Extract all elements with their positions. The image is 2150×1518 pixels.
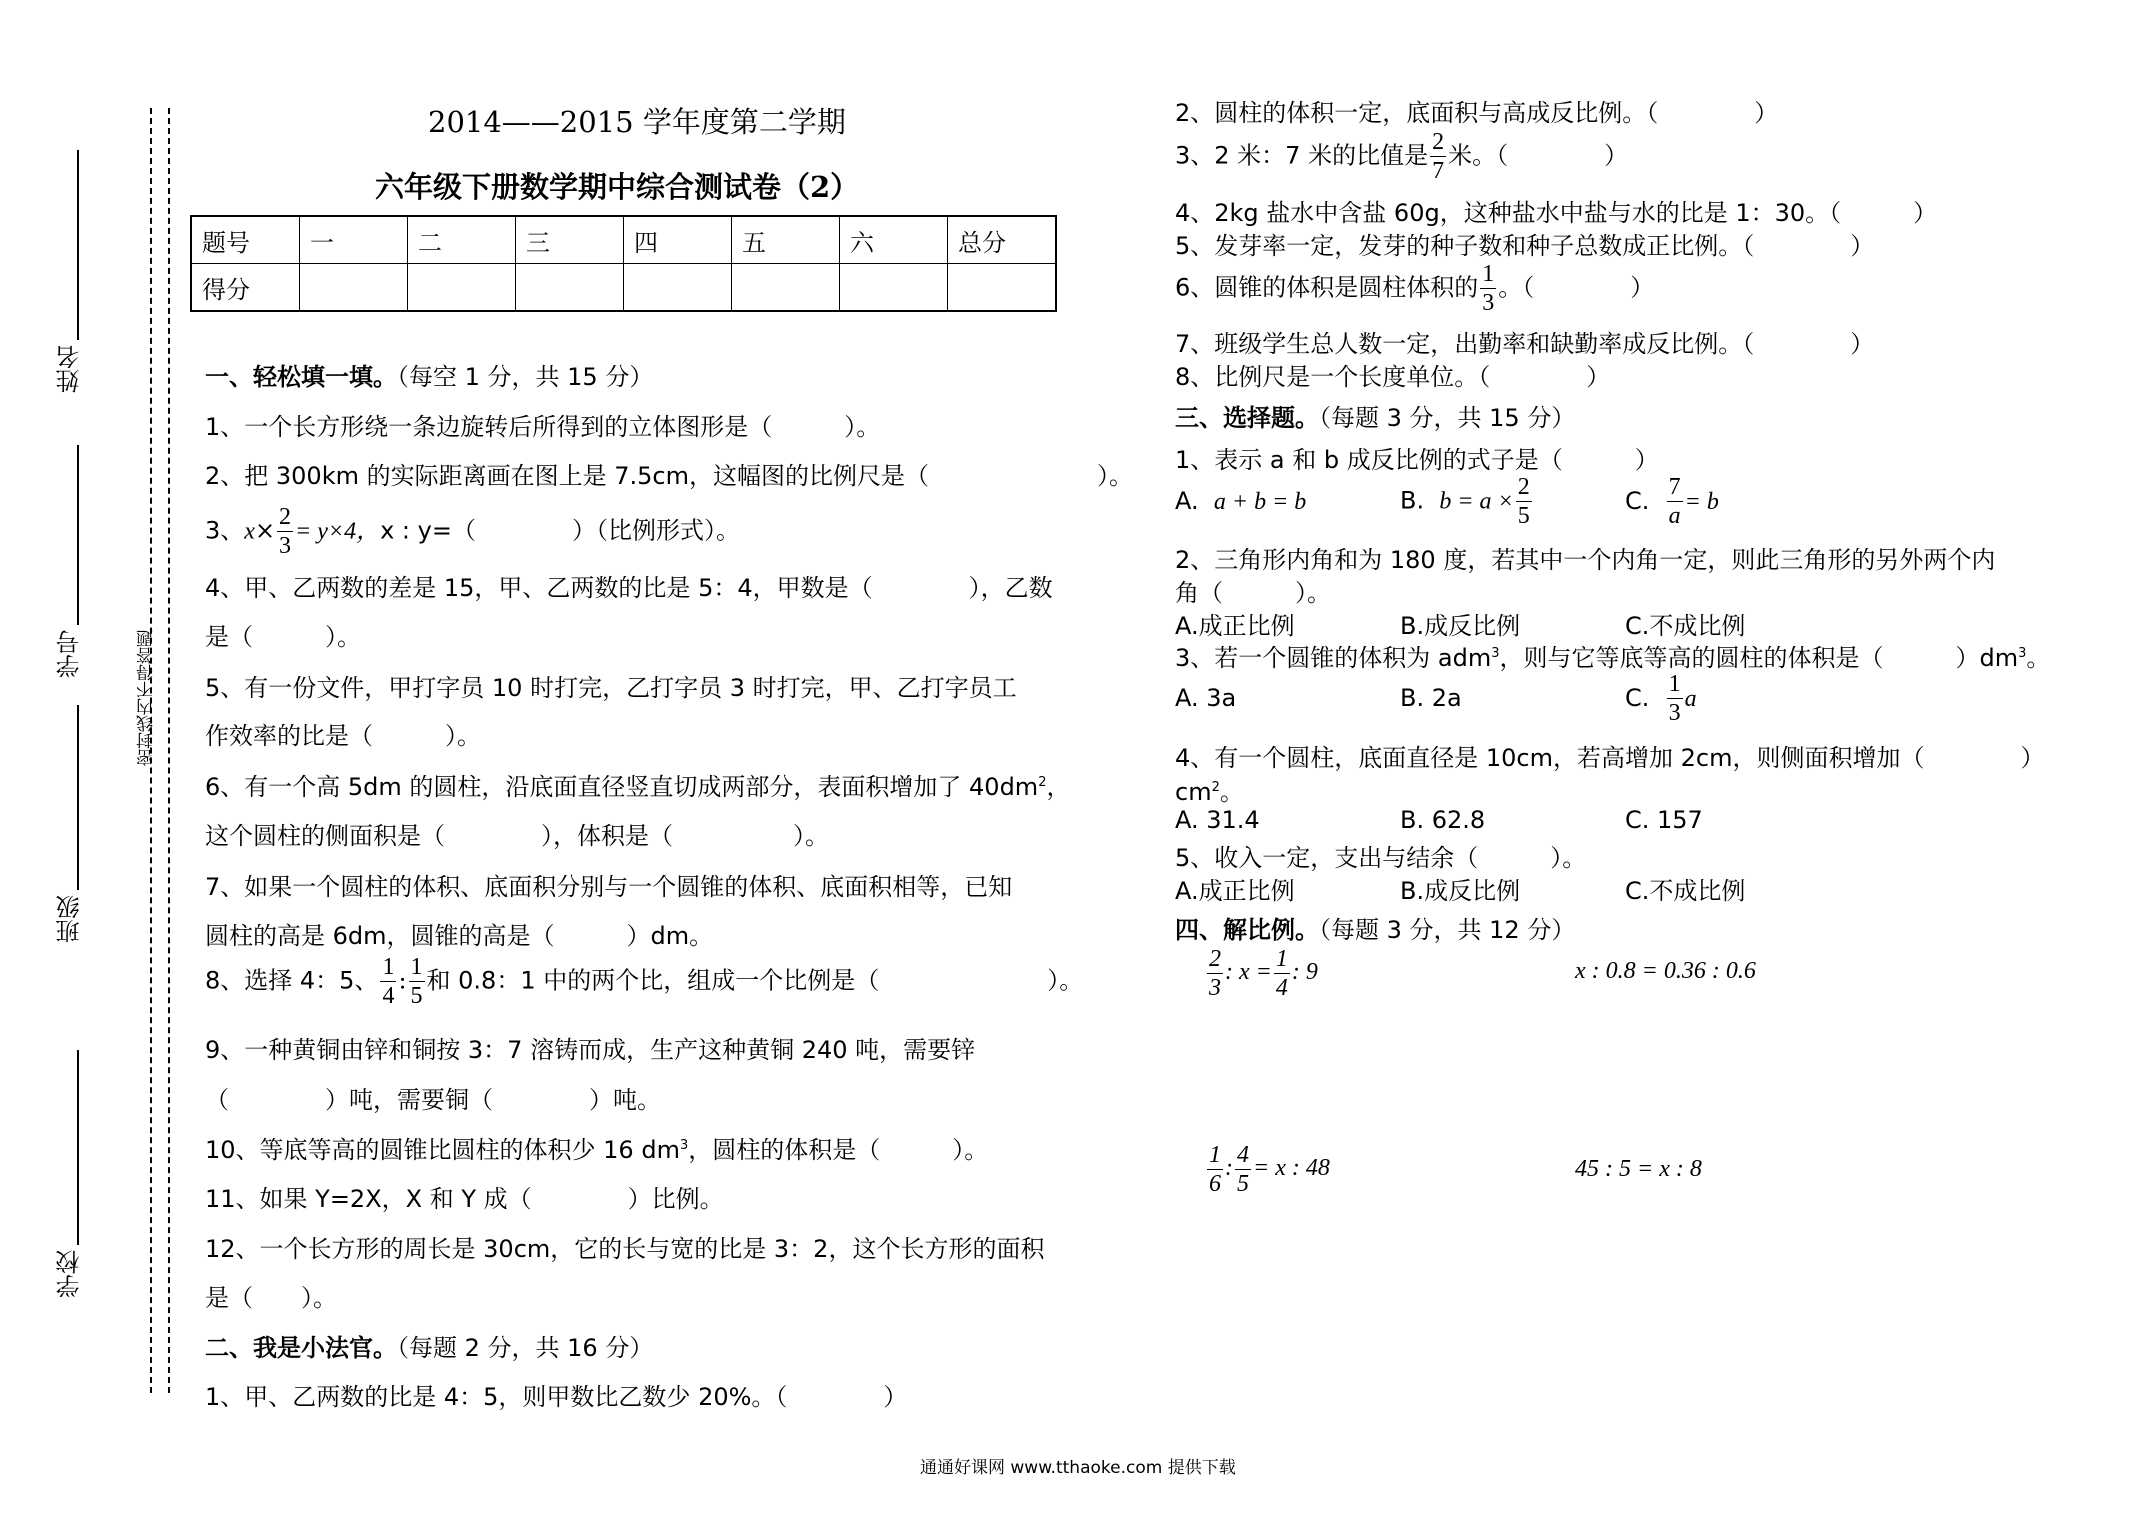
s1-q9-line1: 9、一种黄铜由锌和铜按 3：7 溶铸而成，生产这种黄铜 240 吨，需要锌 xyxy=(205,1036,976,1064)
s2-q6-prefix: 6、圆锥的体积是圆柱体积的 xyxy=(1175,273,1479,302)
name-line[interactable] xyxy=(77,150,79,340)
s1-q8 xyxy=(205,955,1083,1008)
s1-q11: 11、如果 Y=2X，X 和 Y 成（ ）比例。 xyxy=(205,1185,724,1213)
footer-source: 通通好课网 www.tthaoke.com 提供下载 xyxy=(920,1458,1236,1478)
s2-q2: 2、圆柱的体积一定，底面积与高成反比例。（ ） xyxy=(1175,99,1779,127)
s4-eq4: 45 : 5 = x : 8 xyxy=(1575,1156,1702,1182)
score-header-row xyxy=(191,216,1056,264)
s3-q1-options xyxy=(1175,475,1719,528)
denominator: 6 xyxy=(1209,1171,1221,1197)
section-4-heading xyxy=(1175,910,1575,945)
s3-q1-option-b[interactable] xyxy=(1400,475,1625,528)
score-input-cell[interactable] xyxy=(732,264,840,312)
s1-q7-line2: 圆柱的高是 6dm，圆锥的高是（ ）dm。 xyxy=(205,922,714,950)
s1-q6-sup: 2 xyxy=(1038,775,1047,790)
denominator: 3 xyxy=(1482,290,1495,316)
numerator: 1 xyxy=(1482,261,1495,287)
denominator: 5 xyxy=(1237,1171,1249,1197)
s3-q5-options xyxy=(1175,871,1745,906)
option-letter: A. xyxy=(1175,486,1199,515)
s1-q3 xyxy=(205,505,740,558)
score-input-cell[interactable] xyxy=(948,264,1057,312)
s1-q10-end: ，圆柱的体积是（ ）。 xyxy=(688,1136,989,1164)
numerator: 2 xyxy=(279,504,292,530)
s1-q1: 1、一个长方形绕一条边旋转后所得到的立体图形是（ ）。 xyxy=(205,413,881,441)
option-fraction xyxy=(1667,672,1683,725)
score-cell: 三 xyxy=(516,216,624,264)
s3-q2-options xyxy=(1175,606,1745,641)
s1-q9-line2: （ ）吨，需要铜（ ）吨。 xyxy=(205,1086,661,1114)
section-4-title: 四、解比例。 xyxy=(1175,916,1319,944)
denominator: 4 xyxy=(1275,975,1288,1001)
s1-q5-line1: 5、有一份文件，甲打字员 10 时打完，乙打字员 3 时打完，甲、乙打字员工 xyxy=(205,674,1017,702)
score-value-row xyxy=(191,264,1056,312)
score-cell: 题号 xyxy=(191,216,300,264)
s3-q3 xyxy=(1175,638,2050,673)
s3-q3-option-c[interactable] xyxy=(1625,671,1697,726)
option-expr: b = a × xyxy=(1439,488,1514,515)
score-label-cell: 得分 xyxy=(191,264,300,312)
denominator: 3 xyxy=(1209,975,1221,1001)
s1-q12-line1: 12、一个长方形的周长是 30cm，它的长与宽的比是 3：2，这个长方形的面积 xyxy=(205,1235,1045,1263)
s1-q10-sup: 3 xyxy=(679,1138,689,1153)
numerator: 1 xyxy=(1209,1142,1221,1168)
s1-q5-line2: 作效率的比是（ ）。 xyxy=(205,722,481,750)
numerator: 4 xyxy=(1237,1142,1249,1168)
s3-q4-option-a[interactable]: A. 31.4 xyxy=(1175,806,1260,834)
s4-eq1 xyxy=(1205,947,1318,1000)
s1-q3-post: x : y=（ ）（比例形式）。 xyxy=(380,516,740,545)
s1-q10-text: 10、等底等高的圆锥比圆柱的体积少 16 dm xyxy=(205,1136,680,1164)
s2-q4: 4、2kg 盐水中含盐 60g，这种盐水中盐与水的比是 1：30。（ ） xyxy=(1175,199,1938,227)
numerator: 1 xyxy=(1668,671,1681,697)
id-label: 学号 xyxy=(56,630,84,678)
s3-q3-text: 3、若一个圆锥的体积为 adm xyxy=(1175,644,1492,672)
section-2-heading xyxy=(205,1328,653,1363)
s1-q6-line1 xyxy=(205,767,1070,802)
s1-q3-mid: = y×4， xyxy=(295,518,381,545)
s3-q4-line2 xyxy=(1175,772,1244,807)
eq3-end: = x : 48 xyxy=(1253,1155,1330,1182)
s3-q1-option-c[interactable] xyxy=(1625,474,1719,529)
year-title: 2014——2015 学年度第二学期 xyxy=(428,105,846,139)
s3-q4-option-b[interactable]: B. 62.8 xyxy=(1400,806,1486,834)
s1-q8-frac1 xyxy=(380,955,396,1008)
score-input-cell[interactable] xyxy=(624,264,732,312)
s3-q2-line2: 角（ ）。 xyxy=(1175,579,1331,607)
section-3-title: 三、选择题。 xyxy=(1175,404,1319,432)
numerator: 1 xyxy=(382,954,395,980)
denominator: 3 xyxy=(279,533,292,559)
eq3-frac2 xyxy=(1235,1143,1251,1196)
s1-q2: 2、把 300km 的实际距离画在图上是 7.5cm，这幅图的比例尺是（ ）。 xyxy=(205,462,1133,490)
s3-q2-option-b[interactable]: B.成反比例 xyxy=(1400,612,1521,640)
s2-q1: 1、甲、乙两数的比是 4：5，则甲数比乙数少 20%。（ ） xyxy=(205,1383,908,1411)
s1-q4-line1: 4、甲、乙两数的差是 15，甲、乙两数的比是 5：4，甲数是（ ），乙数 xyxy=(205,574,1053,602)
section-3-note: （每题 3 分，共 15 分） xyxy=(1319,404,1576,432)
s3-q3-mid: ，则与它等底等高的圆柱的体积是（ ）dm xyxy=(1499,644,2019,672)
exam-title: 六年级下册数学期中综合测试卷（2） xyxy=(375,170,860,204)
s2-q3 xyxy=(1175,130,1628,183)
seal-line-right xyxy=(168,108,170,1393)
eq3-colon: : xyxy=(1225,1155,1233,1182)
option-letter: C. xyxy=(1625,683,1650,712)
score-cell: 五 xyxy=(732,216,840,264)
s3-q5-option-c[interactable]: C.不成比例 xyxy=(1625,877,1746,905)
s1-q7-line1: 7、如果一个圆柱的体积、底面积分别与一个圆锥的体积、底面积相等，已知 xyxy=(205,873,1013,901)
s3-q3-option-a[interactable]: A. 3a xyxy=(1175,683,1237,712)
s1-q8-prefix: 8、选择 4：5、 xyxy=(205,966,379,995)
id-line[interactable] xyxy=(77,445,79,625)
eq1-frac1 xyxy=(1207,947,1223,1000)
s2-q3-post: 米。（ ） xyxy=(1448,141,1629,170)
option-fraction xyxy=(1516,475,1532,528)
option-var: a xyxy=(1684,685,1697,712)
s1-q3-fraction xyxy=(277,505,293,558)
s2-q6-post: 。（ ） xyxy=(1498,273,1655,302)
s3-q4-options xyxy=(1175,806,1703,834)
s1-q3-times: × xyxy=(254,516,276,545)
score-cell: 二 xyxy=(408,216,516,264)
s1-q8-colon: : xyxy=(398,966,407,995)
numerator: 2 xyxy=(1517,474,1530,500)
eq1-end: : 9 xyxy=(1291,959,1318,986)
s2-q7: 7、班级学生总人数一定，出勤率和缺勤率成反比例。（ ） xyxy=(1175,330,1875,358)
numerator: 1 xyxy=(1275,946,1288,972)
denominator: 3 xyxy=(1668,700,1681,726)
s3-q4-line1: 4、有一个圆柱，底面直径是 10cm，若高增加 2cm，则侧面积增加（ ） xyxy=(1175,744,2045,772)
s4-eq3 xyxy=(1205,1143,1330,1196)
section-1-note: （每空 1 分，共 15 分） xyxy=(397,363,654,391)
score-cell: 四 xyxy=(624,216,732,264)
class-label: 班级 xyxy=(56,895,84,943)
s1-q10 xyxy=(205,1130,988,1165)
score-cell: 六 xyxy=(840,216,948,264)
score-cell: 一 xyxy=(300,216,408,264)
s3-q4-end: 。 xyxy=(1219,778,1244,806)
s3-q5-option-a[interactable]: A.成正比例 xyxy=(1175,877,1295,905)
section-1-title: 一、轻松填一填。 xyxy=(205,363,397,391)
numerator: 2 xyxy=(1432,129,1445,155)
s3-q4-sup: 2 xyxy=(1211,780,1220,795)
section-2-note: （每题 2 分，共 16 分） xyxy=(397,1334,654,1362)
name-label: 姓名 xyxy=(56,345,84,393)
s2-q5: 5、发芽率一定，发芽的种子数和种子总数成正比例。（ ） xyxy=(1175,232,1875,260)
score-input-cell[interactable] xyxy=(516,264,624,312)
numerator: 2 xyxy=(1209,946,1221,972)
section-1-heading xyxy=(205,357,653,392)
s3-q3-sup2: 3 xyxy=(2018,646,2027,661)
eq1-frac2 xyxy=(1274,947,1290,1000)
s3-q1: 1、表示 a 和 b 成反比例的式子是（ ） xyxy=(1175,446,1659,474)
s2-q6-fraction xyxy=(1480,262,1496,315)
s1-q6-line2: 这个圆柱的侧面积是（ ），体积是（ ）。 xyxy=(205,822,829,850)
s1-q3-var: x xyxy=(244,518,255,545)
score-input-cell[interactable] xyxy=(300,264,408,312)
s2-q3-prefix: 3、2 米：7 米的比值是 xyxy=(1175,141,1429,170)
s4-eq2: x : 0.8 = 0.36 : 0.6 xyxy=(1575,958,1756,984)
section-2-title: 二、我是小法官。 xyxy=(205,1334,397,1362)
option-expr: = b xyxy=(1684,488,1719,515)
eq1-mid: : x = xyxy=(1225,959,1272,986)
numerator: 7 xyxy=(1668,474,1681,500)
s1-q8-frac2 xyxy=(409,955,425,1008)
school-line[interactable] xyxy=(77,1050,79,1245)
s1-q3-prefix: 3、 xyxy=(205,516,245,545)
score-table xyxy=(190,215,1057,312)
section-4-note: （每题 3 分，共 12 分） xyxy=(1319,916,1576,944)
s3-q3-sup: 3 xyxy=(1491,646,1500,661)
s1-q4-line2: 是（ ）。 xyxy=(205,623,361,651)
s1-q6-text: 6、有一个高 5dm 的圆柱，沿底面直径竖直切成两部分，表面积增加了 40dm xyxy=(205,773,1039,801)
score-cell: 总分 xyxy=(948,216,1057,264)
option-letter: B. xyxy=(1400,486,1425,515)
s2-q6 xyxy=(1175,262,1654,315)
class-line[interactable] xyxy=(77,705,79,890)
denominator: 5 xyxy=(410,983,423,1009)
s3-q4-unit: cm xyxy=(1175,778,1212,806)
s3-q3-options xyxy=(1175,672,1697,725)
option-fraction xyxy=(1667,475,1683,528)
s3-q3-end: 。 xyxy=(2026,644,2051,672)
s1-q12-line2: 是（ ）。 xyxy=(205,1284,337,1312)
eq3-frac1 xyxy=(1207,1143,1223,1196)
score-input-cell[interactable] xyxy=(408,264,516,312)
denominator: 7 xyxy=(1432,158,1445,184)
section-3-heading xyxy=(1175,398,1575,433)
numerator: 1 xyxy=(410,954,423,980)
school-label: 学校 xyxy=(56,1250,84,1298)
s1-q8-post: 和 0.8：1 中的两个比，组成一个比例是（ ）。 xyxy=(426,966,1084,995)
s3-q5-option-b[interactable]: B.成反比例 xyxy=(1400,877,1521,905)
option-letter: C. xyxy=(1625,486,1650,515)
s1-q6-end: ， xyxy=(1046,773,1071,801)
score-input-cell[interactable] xyxy=(840,264,948,312)
denominator: 4 xyxy=(382,983,395,1009)
s2-q8: 8、比例尺是一个长度单位。（ ） xyxy=(1175,363,1611,391)
s3-q2-option-c[interactable]: C.不成比例 xyxy=(1625,612,1746,640)
denominator: a xyxy=(1668,503,1681,529)
s3-q3-option-b[interactable]: B. 2a xyxy=(1400,683,1462,712)
s3-q4-option-c[interactable]: C. 157 xyxy=(1625,806,1703,834)
s3-q2-option-a[interactable]: A.成正比例 xyxy=(1175,612,1295,640)
s3-q1-option-a[interactable] xyxy=(1175,487,1400,516)
seal-warning: 密封线内不得答题 xyxy=(137,630,157,766)
s3-q5: 5、收入一定，支出与结余（ ）。 xyxy=(1175,844,1587,872)
option-expr: a + b = b xyxy=(1213,488,1307,515)
denominator: 5 xyxy=(1517,503,1530,529)
s3-q2-line1: 2、三角形内角和为 180 度，若其中一个内角一定，则此三角形的另外两个内 xyxy=(1175,546,1996,574)
s2-q3-fraction xyxy=(1430,130,1446,183)
